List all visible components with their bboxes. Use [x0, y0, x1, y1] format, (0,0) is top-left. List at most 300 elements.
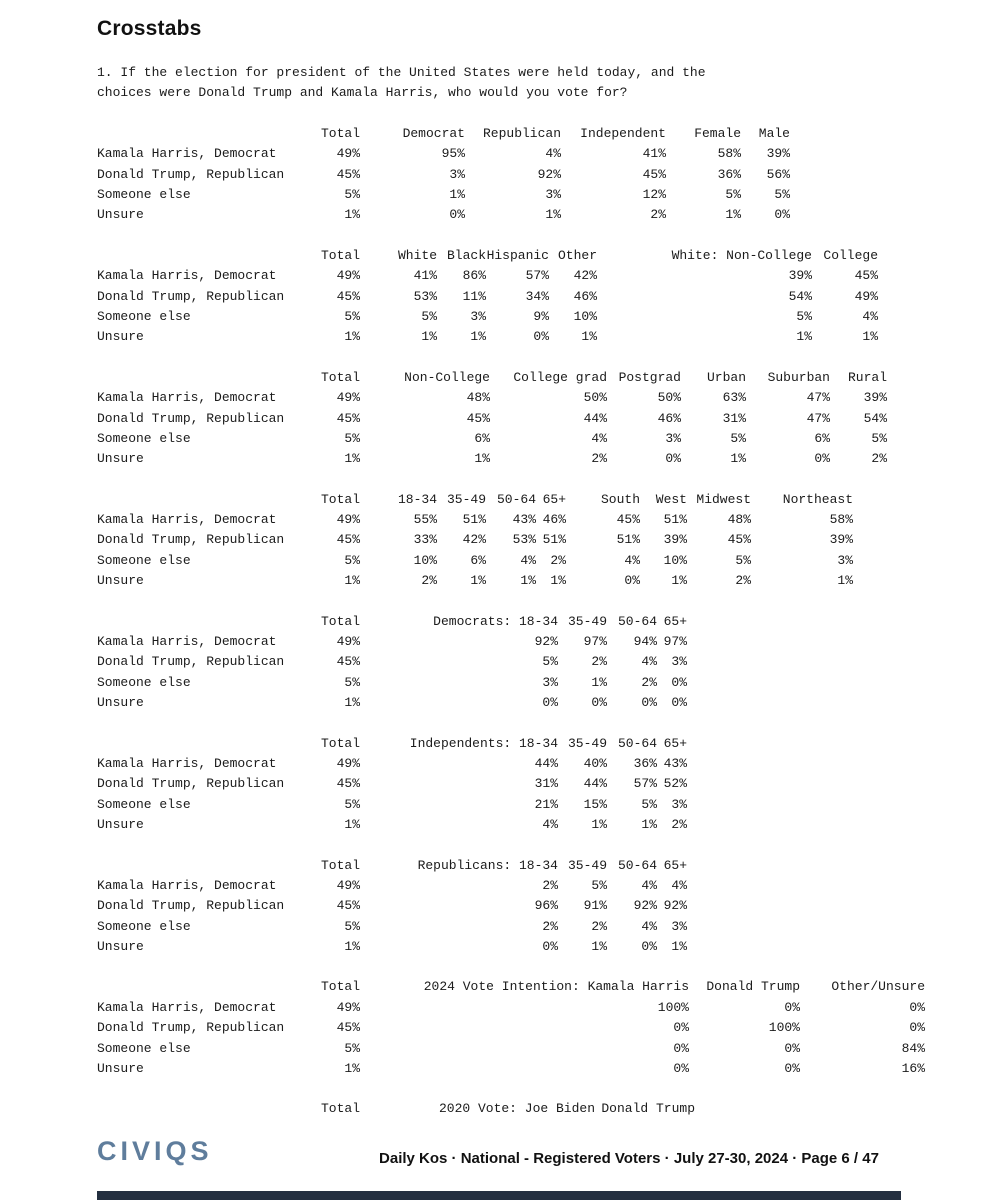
column-header: Female	[694, 125, 741, 141]
value-cell: 5%	[796, 308, 812, 324]
value-cell: 45%	[336, 288, 360, 304]
column-header: Total	[320, 491, 360, 507]
column-header: Donald Trump	[601, 1101, 695, 1117]
value-cell: 12%	[642, 186, 666, 202]
value-cell: 4%	[641, 877, 657, 893]
value-cell: 2%	[671, 817, 687, 833]
value-cell: 1%	[671, 939, 687, 955]
value-cell: 11%	[462, 288, 486, 304]
value-cell: 4%	[641, 654, 657, 670]
column-header: Black	[446, 247, 486, 263]
row-label: Unsure	[97, 451, 144, 467]
row-label: Donald Trump, Republican	[97, 532, 285, 548]
value-cell: 42%	[573, 268, 597, 284]
value-cell: 1%	[671, 573, 687, 589]
value-cell: 0%	[673, 1061, 689, 1077]
value-cell: 45%	[336, 776, 360, 792]
value-cell: 41%	[413, 268, 437, 284]
table-header-row	[97, 1099, 998, 1119]
row-label: Donald Trump, Republican	[97, 166, 285, 182]
value-cell: 50%	[583, 390, 607, 406]
value-cell: 10%	[663, 552, 687, 568]
value-cell: 3%	[665, 430, 681, 446]
row-label: Unsure	[97, 329, 144, 345]
table-row	[97, 774, 998, 794]
value-cell: 0%	[641, 695, 657, 711]
value-cell: 2%	[421, 573, 437, 589]
value-cell: 0%	[774, 207, 790, 223]
value-cell: 1%	[837, 573, 853, 589]
row-label: Kamala Harris, Democrat	[97, 146, 277, 162]
value-cell: 5%	[421, 308, 437, 324]
value-cell: 51%	[462, 512, 486, 528]
table-header-row	[97, 124, 998, 144]
value-cell: 1%	[449, 186, 465, 202]
value-cell: 10%	[413, 552, 437, 568]
value-cell: 1%	[520, 573, 536, 589]
value-cell: 45%	[616, 512, 640, 528]
value-cell: 6%	[814, 430, 830, 446]
value-cell: 3%	[545, 186, 561, 202]
column-header: 35-49	[567, 613, 607, 629]
column-header: South	[600, 491, 640, 507]
row-label: Donald Trump, Republican	[97, 410, 285, 426]
value-cell: 100%	[657, 999, 689, 1015]
bottom-bar	[97, 1191, 901, 1200]
row-label: Donald Trump, Republican	[97, 288, 285, 304]
value-cell: 95%	[441, 146, 465, 162]
column-header: West	[655, 491, 687, 507]
value-cell: 49%	[854, 288, 878, 304]
value-cell: 45%	[854, 268, 878, 284]
value-cell: 3%	[671, 918, 687, 934]
value-cell: 1%	[545, 207, 561, 223]
value-cell: 0%	[673, 1020, 689, 1036]
value-cell: 33%	[413, 532, 437, 548]
value-cell: 57%	[525, 268, 549, 284]
value-cell: 1%	[344, 207, 360, 223]
value-cell: 0%	[665, 451, 681, 467]
crosstab-tables	[97, 124, 998, 1120]
value-cell: 21%	[534, 796, 558, 812]
table-row	[97, 287, 998, 307]
value-cell: 0%	[784, 1061, 800, 1077]
value-cell: 51%	[542, 532, 566, 548]
column-header: Postgrad	[618, 369, 681, 385]
value-cell: 1%	[344, 573, 360, 589]
value-cell: 9%	[533, 308, 549, 324]
value-cell: 2%	[542, 918, 558, 934]
row-label: Unsure	[97, 817, 144, 833]
column-header: 65+	[663, 735, 687, 751]
table-row	[97, 917, 998, 937]
value-cell: 4%	[671, 877, 687, 893]
table-row	[97, 876, 998, 896]
column-header: Total	[320, 247, 360, 263]
table-row	[97, 185, 998, 205]
value-cell: 6%	[470, 552, 486, 568]
table-row	[97, 652, 998, 672]
table-row	[97, 165, 998, 185]
value-cell: 3%	[671, 796, 687, 812]
column-header: 35-49	[567, 735, 607, 751]
value-cell: 1%	[344, 451, 360, 467]
value-cell: 0%	[542, 939, 558, 955]
value-cell: 3%	[449, 166, 465, 182]
value-cell: 5%	[871, 430, 887, 446]
value-cell: 97%	[583, 634, 607, 650]
value-cell: 0%	[671, 695, 687, 711]
crosstab-table	[97, 490, 998, 592]
value-cell: 49%	[336, 390, 360, 406]
value-cell: 2%	[650, 207, 666, 223]
value-cell: 4%	[862, 308, 878, 324]
value-cell: 46%	[542, 512, 566, 528]
value-cell: 45%	[336, 410, 360, 426]
value-cell: 2%	[735, 573, 751, 589]
table-header-row	[97, 368, 998, 388]
value-cell: 2%	[591, 451, 607, 467]
value-cell: 5%	[641, 796, 657, 812]
row-label: Kamala Harris, Democrat	[97, 268, 277, 284]
value-cell: 0%	[591, 695, 607, 711]
value-cell: 4%	[520, 552, 536, 568]
value-cell: 49%	[336, 146, 360, 162]
column-header: 50-64	[617, 735, 657, 751]
value-cell: 49%	[336, 999, 360, 1015]
value-cell: 48%	[727, 512, 751, 528]
column-header: Democrats: 18-34	[433, 613, 558, 629]
value-cell: 97%	[663, 634, 687, 650]
value-cell: 1%	[581, 329, 597, 345]
value-cell: 3%	[470, 308, 486, 324]
value-cell: 0%	[814, 451, 830, 467]
row-label: Donald Trump, Republican	[97, 776, 285, 792]
value-cell: 45%	[336, 898, 360, 914]
value-cell: 44%	[583, 776, 607, 792]
value-cell: 45%	[336, 166, 360, 182]
value-cell: 4%	[591, 430, 607, 446]
column-header: Other	[557, 247, 597, 263]
column-header: Republicans: 18-34	[417, 857, 558, 873]
value-cell: 45%	[336, 532, 360, 548]
value-cell: 39%	[863, 390, 887, 406]
value-cell: 1%	[344, 329, 360, 345]
column-header: Non-College	[404, 369, 490, 385]
value-cell: 49%	[336, 755, 360, 771]
crosstab-table	[97, 612, 998, 714]
value-cell: 0%	[641, 939, 657, 955]
value-cell: 5%	[542, 654, 558, 670]
table-header-row	[97, 612, 998, 632]
value-cell: 2%	[542, 877, 558, 893]
value-cell: 5%	[344, 552, 360, 568]
value-cell: 50%	[657, 390, 681, 406]
value-cell: 86%	[462, 268, 486, 284]
table-row	[97, 632, 998, 652]
value-cell: 0%	[909, 1020, 925, 1036]
row-label: Someone else	[97, 430, 191, 446]
value-cell: 47%	[806, 410, 830, 426]
value-cell: 5%	[774, 186, 790, 202]
value-cell: 1%	[641, 817, 657, 833]
value-cell: 5%	[344, 308, 360, 324]
column-header: Total	[320, 125, 360, 141]
value-cell: 44%	[534, 755, 558, 771]
column-header: College grad	[513, 369, 607, 385]
column-header: College	[823, 247, 878, 263]
value-cell: 1%	[591, 674, 607, 690]
table-header-row	[97, 490, 998, 510]
value-cell: 0%	[909, 999, 925, 1015]
value-cell: 43%	[512, 512, 536, 528]
value-cell: 45%	[727, 532, 751, 548]
value-cell: 2%	[591, 918, 607, 934]
value-cell: 58%	[829, 512, 853, 528]
value-cell: 3%	[837, 552, 853, 568]
value-cell: 1%	[421, 329, 437, 345]
value-cell: 58%	[717, 146, 741, 162]
table-row	[97, 429, 998, 449]
value-cell: 1%	[550, 573, 566, 589]
value-cell: 5%	[725, 186, 741, 202]
value-cell: 5%	[591, 877, 607, 893]
value-cell: 31%	[534, 776, 558, 792]
row-label: Someone else	[97, 186, 191, 202]
column-header: Other/Unsure	[831, 979, 925, 995]
value-cell: 49%	[336, 877, 360, 893]
value-cell: 1%	[730, 451, 746, 467]
column-header: Hispanic	[486, 247, 549, 263]
value-cell: 46%	[657, 410, 681, 426]
table-row	[97, 998, 998, 1018]
value-cell: 5%	[344, 796, 360, 812]
table-row	[97, 307, 998, 327]
column-header: Democrat	[402, 125, 465, 141]
column-header: Suburban	[767, 369, 830, 385]
table-row	[97, 795, 998, 815]
value-cell: 2%	[641, 674, 657, 690]
value-cell: 39%	[829, 532, 853, 548]
value-cell: 92%	[663, 898, 687, 914]
value-cell: 91%	[583, 898, 607, 914]
value-cell: 5%	[344, 918, 360, 934]
value-cell: 1%	[796, 329, 812, 345]
column-header: 35-49	[446, 491, 486, 507]
value-cell: 49%	[336, 512, 360, 528]
civiqs-logo: CIVIQS	[97, 1136, 213, 1166]
value-cell: 36%	[717, 166, 741, 182]
table-row	[97, 754, 998, 774]
value-cell: 1%	[344, 939, 360, 955]
value-cell: 0%	[673, 1040, 689, 1056]
value-cell: 15%	[583, 796, 607, 812]
row-label: Donald Trump, Republican	[97, 1020, 285, 1036]
table-row	[97, 510, 998, 530]
value-cell: 16%	[901, 1061, 925, 1077]
value-cell: 1%	[470, 329, 486, 345]
column-header: 35-49	[567, 857, 607, 873]
column-header: Independent	[580, 125, 666, 141]
row-label: Kamala Harris, Democrat	[97, 877, 277, 893]
value-cell: 43%	[663, 755, 687, 771]
value-cell: 45%	[336, 1020, 360, 1036]
row-label: Kamala Harris, Democrat	[97, 999, 277, 1015]
crosstab-table	[97, 1099, 998, 1119]
value-cell: 54%	[788, 288, 812, 304]
table-header-row	[97, 734, 998, 754]
column-header: 50-64	[617, 613, 657, 629]
value-cell: 49%	[336, 268, 360, 284]
row-label: Someone else	[97, 796, 191, 812]
value-cell: 5%	[344, 674, 360, 690]
row-label: Kamala Harris, Democrat	[97, 390, 277, 406]
value-cell: 1%	[344, 817, 360, 833]
value-cell: 84%	[901, 1040, 925, 1056]
row-label: Someone else	[97, 674, 191, 690]
value-cell: 45%	[466, 410, 490, 426]
column-header: Rural	[847, 369, 887, 385]
value-cell: 55%	[413, 512, 437, 528]
column-header: Total	[320, 613, 360, 629]
table-row	[97, 327, 998, 347]
column-header: 65+	[663, 857, 687, 873]
value-cell: 3%	[542, 674, 558, 690]
table-row	[97, 144, 998, 164]
value-cell: 92%	[633, 898, 657, 914]
table-row	[97, 937, 998, 957]
value-cell: 56%	[766, 166, 790, 182]
value-cell: 1%	[862, 329, 878, 345]
value-cell: 51%	[663, 512, 687, 528]
column-header: 2020 Vote: Joe Biden	[438, 1101, 595, 1117]
table-row	[97, 815, 998, 835]
value-cell: 0%	[784, 999, 800, 1015]
value-cell: 1%	[344, 695, 360, 711]
value-cell: 3%	[671, 654, 687, 670]
value-cell: 10%	[573, 308, 597, 324]
value-cell: 5%	[344, 430, 360, 446]
row-label: Unsure	[97, 695, 144, 711]
column-header: 65+	[542, 491, 566, 507]
table-row	[97, 896, 998, 916]
value-cell: 57%	[633, 776, 657, 792]
value-cell: 40%	[583, 755, 607, 771]
column-header: 50-64	[496, 491, 536, 507]
table-row	[97, 266, 998, 286]
value-cell: 5%	[730, 430, 746, 446]
value-cell: 1%	[344, 1061, 360, 1077]
table-row	[97, 571, 998, 591]
table-row	[97, 1018, 998, 1038]
crosstab-table	[97, 246, 998, 348]
value-cell: 0%	[784, 1040, 800, 1056]
table-header-row	[97, 856, 998, 876]
column-header: 65+	[663, 613, 687, 629]
table-row	[97, 388, 998, 408]
row-label: Unsure	[97, 207, 144, 223]
page-title: Crosstabs	[97, 17, 202, 40]
value-cell: 92%	[534, 634, 558, 650]
value-cell: 47%	[806, 390, 830, 406]
value-cell: 36%	[633, 755, 657, 771]
table-row	[97, 551, 998, 571]
column-header: Republican	[482, 125, 561, 141]
value-cell: 63%	[722, 390, 746, 406]
column-header: Donald Trump	[706, 979, 800, 995]
value-cell: 6%	[474, 430, 490, 446]
value-cell: 1%	[591, 817, 607, 833]
value-cell: 39%	[766, 146, 790, 162]
value-cell: 1%	[470, 573, 486, 589]
column-header: Urban	[706, 369, 746, 385]
row-label: Someone else	[97, 308, 191, 324]
value-cell: 54%	[863, 410, 887, 426]
value-cell: 96%	[534, 898, 558, 914]
value-cell: 51%	[616, 532, 640, 548]
value-cell: 2%	[591, 654, 607, 670]
crosstab-table	[97, 124, 998, 226]
value-cell: 2%	[871, 451, 887, 467]
table-row	[97, 1059, 998, 1079]
row-label: Someone else	[97, 918, 191, 934]
row-label: Kamala Harris, Democrat	[97, 755, 277, 771]
column-header: White: Non-College	[671, 247, 812, 263]
column-header: Total	[320, 857, 360, 873]
value-cell: 1%	[474, 451, 490, 467]
row-label: Someone else	[97, 1040, 191, 1056]
table-row	[97, 409, 998, 429]
value-cell: 0%	[624, 573, 640, 589]
crosstab-table	[97, 977, 998, 1079]
column-header: Male	[758, 125, 790, 141]
column-header: 2024 Vote Intention: Kamala Harris	[423, 979, 689, 995]
crosstab-table	[97, 368, 998, 470]
table-row	[97, 1039, 998, 1059]
value-cell: 92%	[537, 166, 561, 182]
value-cell: 41%	[642, 146, 666, 162]
value-cell: 1%	[591, 939, 607, 955]
column-header: Total	[320, 369, 360, 385]
crosstab-table	[97, 734, 998, 836]
crosstab-table	[97, 856, 998, 958]
value-cell: 2%	[550, 552, 566, 568]
value-cell: 4%	[641, 918, 657, 934]
column-header: 18-34	[397, 491, 437, 507]
value-cell: 0%	[542, 695, 558, 711]
value-cell: 0%	[671, 674, 687, 690]
value-cell: 5%	[735, 552, 751, 568]
value-cell: 49%	[336, 634, 360, 650]
row-label: Unsure	[97, 573, 144, 589]
value-cell: 45%	[642, 166, 666, 182]
value-cell: 4%	[624, 552, 640, 568]
value-cell: 4%	[545, 146, 561, 162]
row-label: Kamala Harris, Democrat	[97, 512, 277, 528]
value-cell: 48%	[466, 390, 490, 406]
value-cell: 94%	[633, 634, 657, 650]
value-cell: 4%	[542, 817, 558, 833]
value-cell: 5%	[344, 186, 360, 202]
value-cell: 5%	[344, 1040, 360, 1056]
row-label: Unsure	[97, 1061, 144, 1077]
value-cell: 31%	[722, 410, 746, 426]
row-label: Donald Trump, Republican	[97, 654, 285, 670]
table-header-row	[97, 977, 998, 997]
row-label: Kamala Harris, Democrat	[97, 634, 277, 650]
question-text: 1. If the election for president of the United States were held today, and the choices were Donald Trump and Kamala Harris, who would you vote for?	[97, 65, 706, 101]
column-header: Total	[320, 1101, 360, 1117]
